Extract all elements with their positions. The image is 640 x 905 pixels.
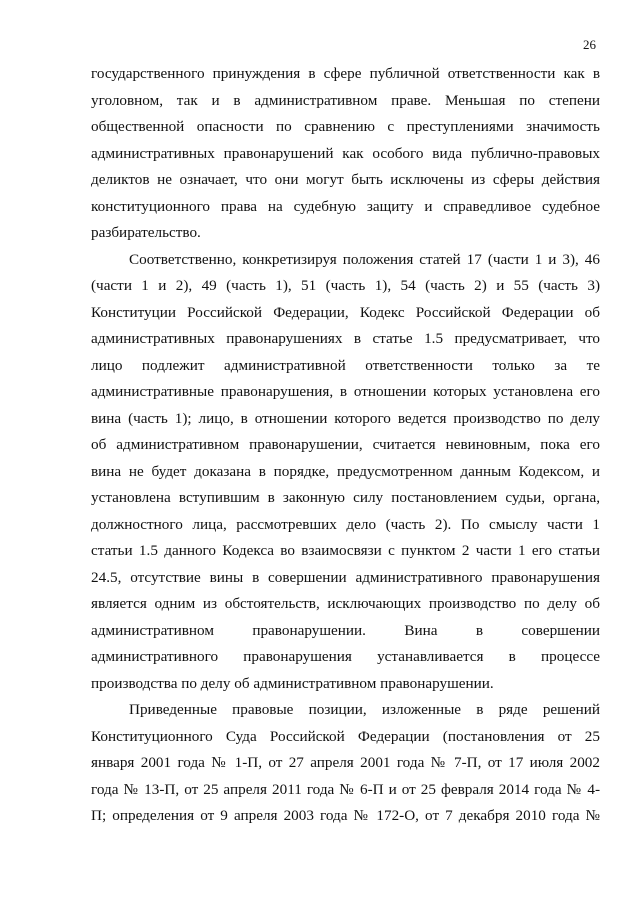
- text-line: об административном правонарушении, считается невиновным, пока его: [91, 436, 600, 453]
- text-line: П; определения от 9 апреля 2003 года № 172-О, от 7 декабря 2010 года №: [91, 807, 600, 824]
- text-line: (части 1 и 2), 49 (часть 1), 51 (часть 1), 54 (часть 2) и 55 (часть 3): [91, 277, 600, 294]
- paragraph-3: [91, 697, 600, 830]
- text-line: Приведенные правовые позиции, изложенные в ряде решений: [129, 701, 600, 718]
- text-line: уголовном, так и в административном праве. Меньшая по степени: [91, 91, 600, 109]
- text-line: Соответственно, конкретизируя положения статей 17 (части 1 и 3), 46: [129, 250, 600, 268]
- text-line: Конституционного Суда Российской Федерации (постановления от 25: [91, 727, 600, 745]
- text-line: административном правонарушении. Вина в совершении: [91, 621, 600, 639]
- text-line: Конституции Российской Федерации, Кодекс Российской Федерации об: [91, 303, 600, 321]
- text-line: государственного принуждения в сфере публичной ответственности как в: [91, 65, 600, 82]
- paragraph-1: [91, 61, 600, 247]
- text-line: вина (часть 1); лицо, в отношении которого ведется производство по делу: [91, 409, 600, 427]
- text-line: 24.5, отсутствие вины в совершении административного правонарушения: [91, 568, 600, 586]
- text-line: административных правонарушениях в статье 1.5 предусматривает, что: [91, 330, 600, 347]
- text-line: является одним из обстоятельств, исключающих производство по делу об: [91, 595, 600, 612]
- text-line: статьи 1.5 данного Кодекса во взаимосвязи с пунктом 2 части 1 его статьи: [91, 542, 600, 559]
- text-line: должностного лица, рассмотревших дело (часть 2). По смыслу части 1: [91, 515, 600, 533]
- page-number: 26: [583, 37, 596, 52]
- text-line: административного правонарушения устанавливается в процессе: [91, 648, 600, 665]
- text-line: административные правонарушения, в отношении которых установлена его: [91, 383, 600, 400]
- text-line: лицо подлежит административной ответственности только за те: [91, 356, 600, 374]
- text-line: января 2001 года № 1-П, от 27 апреля 2001 года № 7-П, от 17 июля 2002: [91, 754, 600, 771]
- text-line: производства по делу об административном правонарушении.: [91, 674, 494, 692]
- text-line: административных правонарушений как особого вида публично-правовых: [91, 144, 600, 162]
- text-line: установлена вступившим в законную силу постановлением судьи, органа,: [91, 489, 600, 506]
- text-line: года № 13-П, от 25 апреля 2011 года № 6-П и от 25 февраля 2014 года № 4-: [91, 780, 600, 798]
- body-text: [91, 61, 600, 830]
- text-line: разбирательство.: [91, 224, 201, 241]
- text-line: общественной опасности по сравнению с преступлениями значимость: [91, 118, 600, 135]
- text-line: вина не будет доказана в порядке, предусмотренном данным Кодексом, и: [91, 462, 600, 480]
- text-line: конституционного права на судебную защиту и справедливое судебное: [91, 197, 600, 215]
- text-line: деликтов не означает, что они могут быть исключены из сферы действия: [91, 171, 600, 188]
- paragraph-2: [91, 247, 600, 698]
